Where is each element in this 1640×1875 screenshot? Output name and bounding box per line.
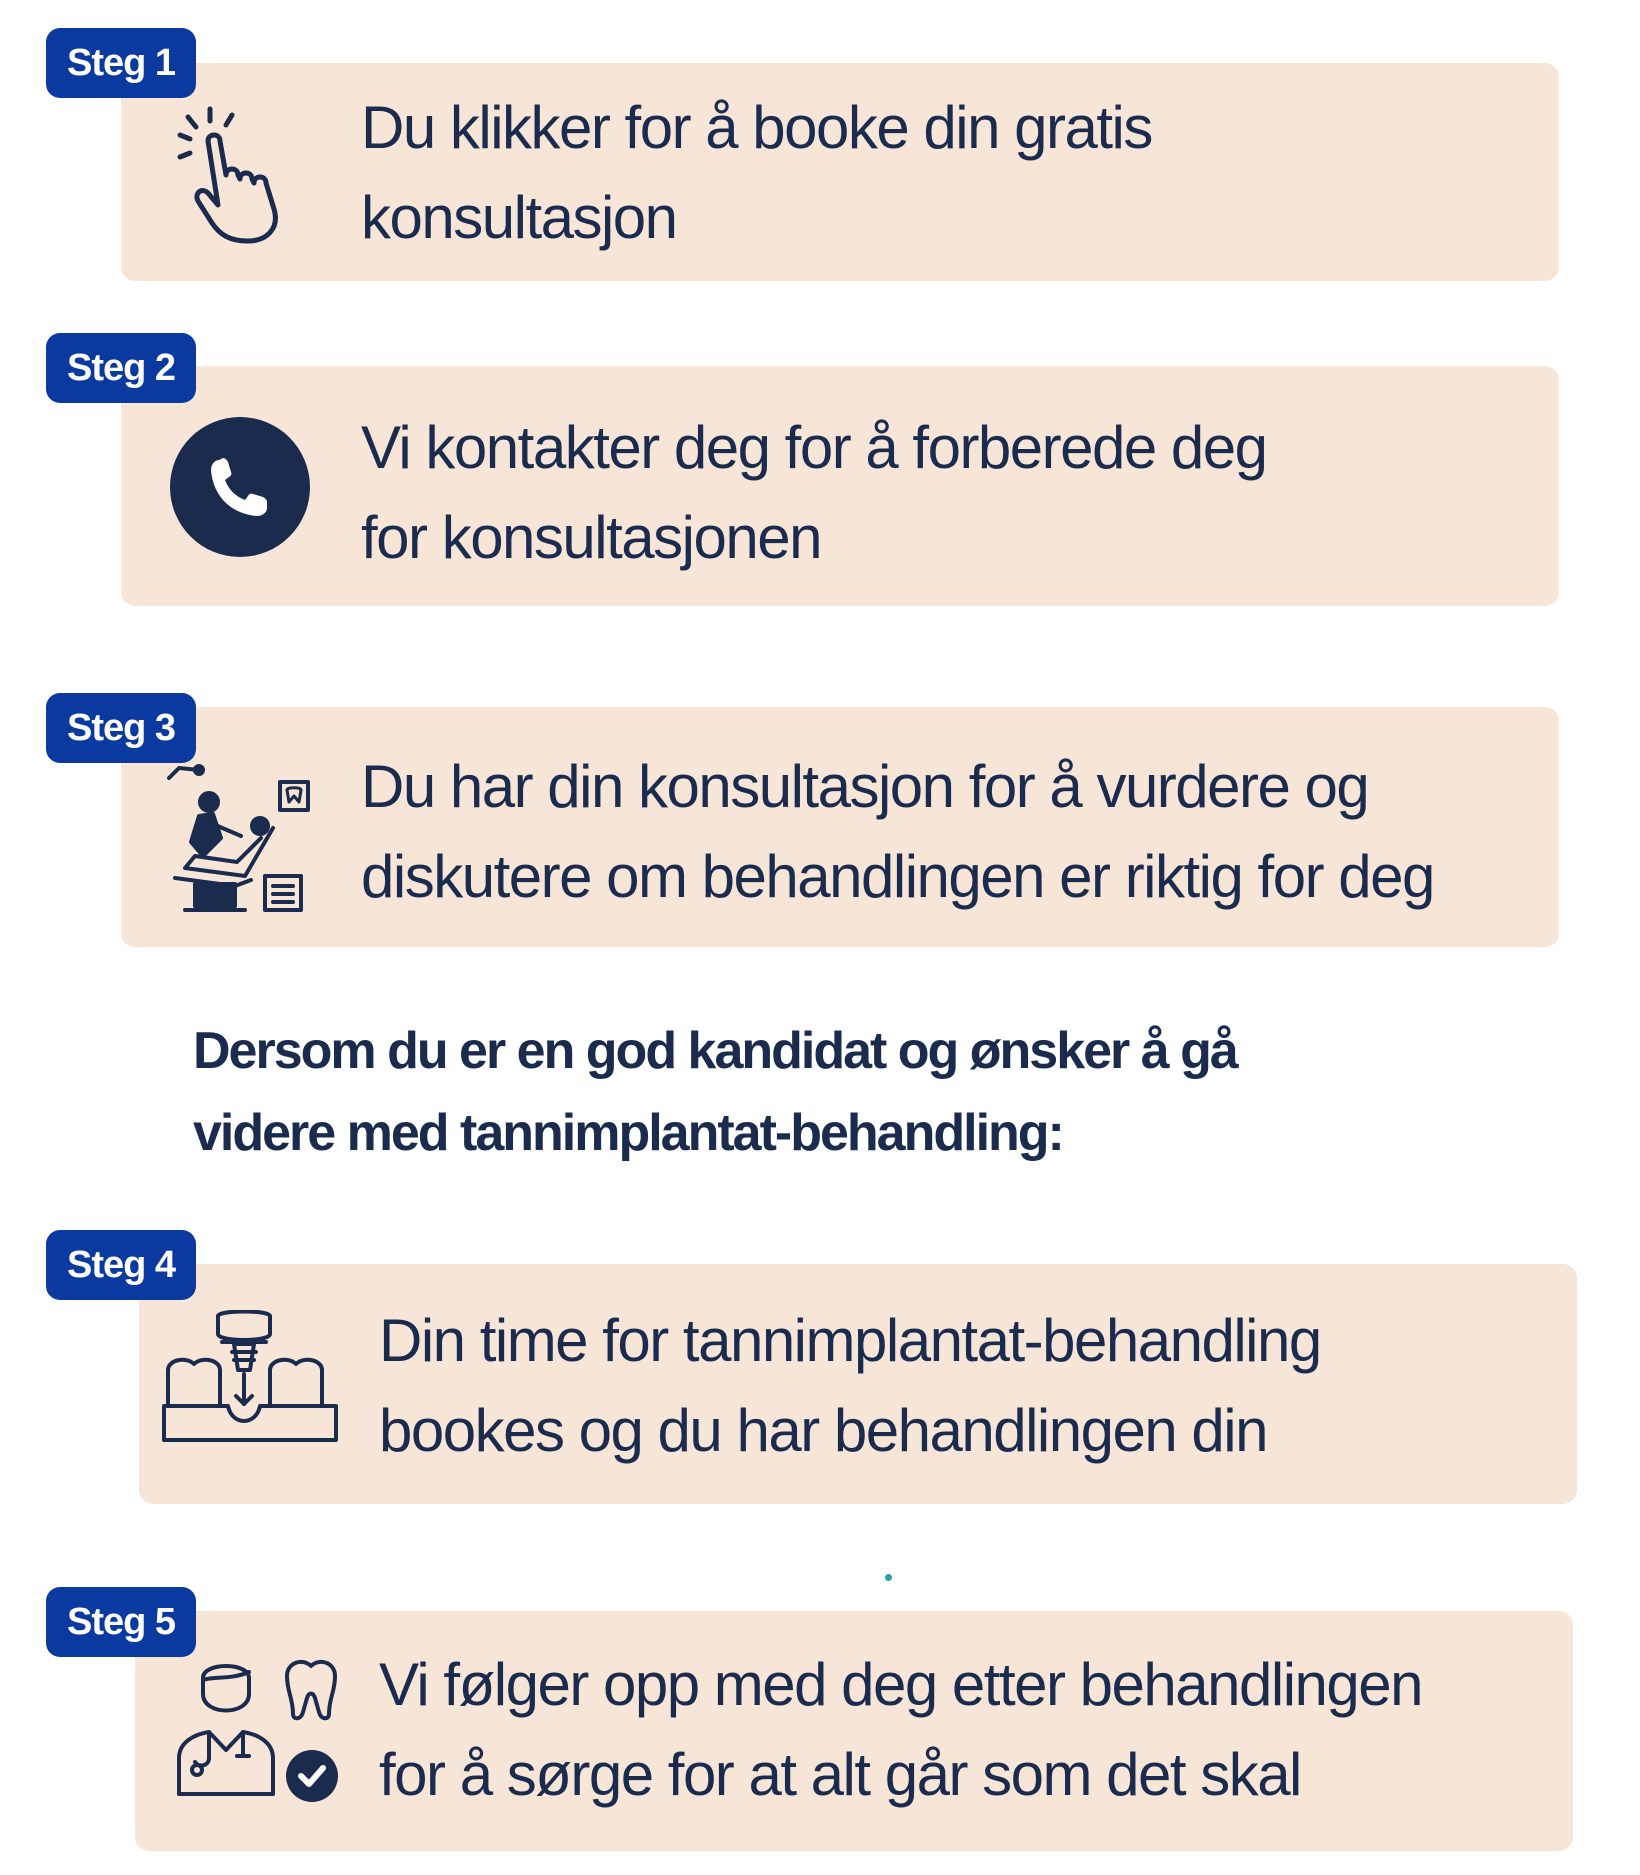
step-1-line-2: konsultasjon bbox=[361, 184, 677, 251]
candidate-heading-line-1: Dersom du er en god kandidat og ønsker å gå bbox=[193, 1022, 1237, 1080]
step-2-line-1: Vi kontakter deg for å forberede deg bbox=[361, 414, 1267, 481]
tap-hand-icon bbox=[168, 105, 298, 245]
candidate-heading-line-2: videre med tannimplantat-behandling: bbox=[193, 1104, 1063, 1162]
step-4-line-2: bookes og du har behandlingen din bbox=[379, 1397, 1267, 1464]
step-4-badge: Steg 4 bbox=[46, 1230, 196, 1300]
dental-implant-icon bbox=[160, 1310, 340, 1460]
phone-icon bbox=[169, 416, 311, 558]
step-2-text bbox=[361, 403, 1267, 583]
dentist-chair-icon bbox=[165, 758, 315, 918]
step-5-line-2: for å sørge for at alt går som det skal bbox=[379, 1741, 1301, 1808]
step-3-badge: Steg 3 bbox=[46, 693, 196, 763]
step-2-line-2: for konsultasjonen bbox=[361, 504, 821, 571]
step-4-text bbox=[379, 1296, 1321, 1476]
step-1-line-1: Du klikker for å booke din gratis bbox=[361, 94, 1152, 161]
candidate-heading bbox=[193, 1010, 1237, 1174]
step-1-badge: Steg 1 bbox=[46, 28, 196, 98]
step-3-line-1: Du har din konsultasjon for å vurdere og bbox=[361, 753, 1369, 820]
dentist-checkmark-icon bbox=[175, 1658, 345, 1818]
step-5-badge: Steg 5 bbox=[46, 1587, 196, 1657]
step-4-line-1: Din time for tannimplantat-behandling bbox=[379, 1307, 1321, 1374]
step-5-line-1: Vi følger opp med deg etter behandlingen bbox=[379, 1651, 1422, 1718]
step-3-line-2: diskutere om behandlingen er riktig for deg bbox=[361, 843, 1434, 910]
step-5-text bbox=[379, 1640, 1422, 1820]
step-1-text bbox=[361, 83, 1152, 263]
step-3-text bbox=[361, 742, 1434, 922]
decorative-dot bbox=[885, 1574, 892, 1581]
step-2-badge: Steg 2 bbox=[46, 333, 196, 403]
